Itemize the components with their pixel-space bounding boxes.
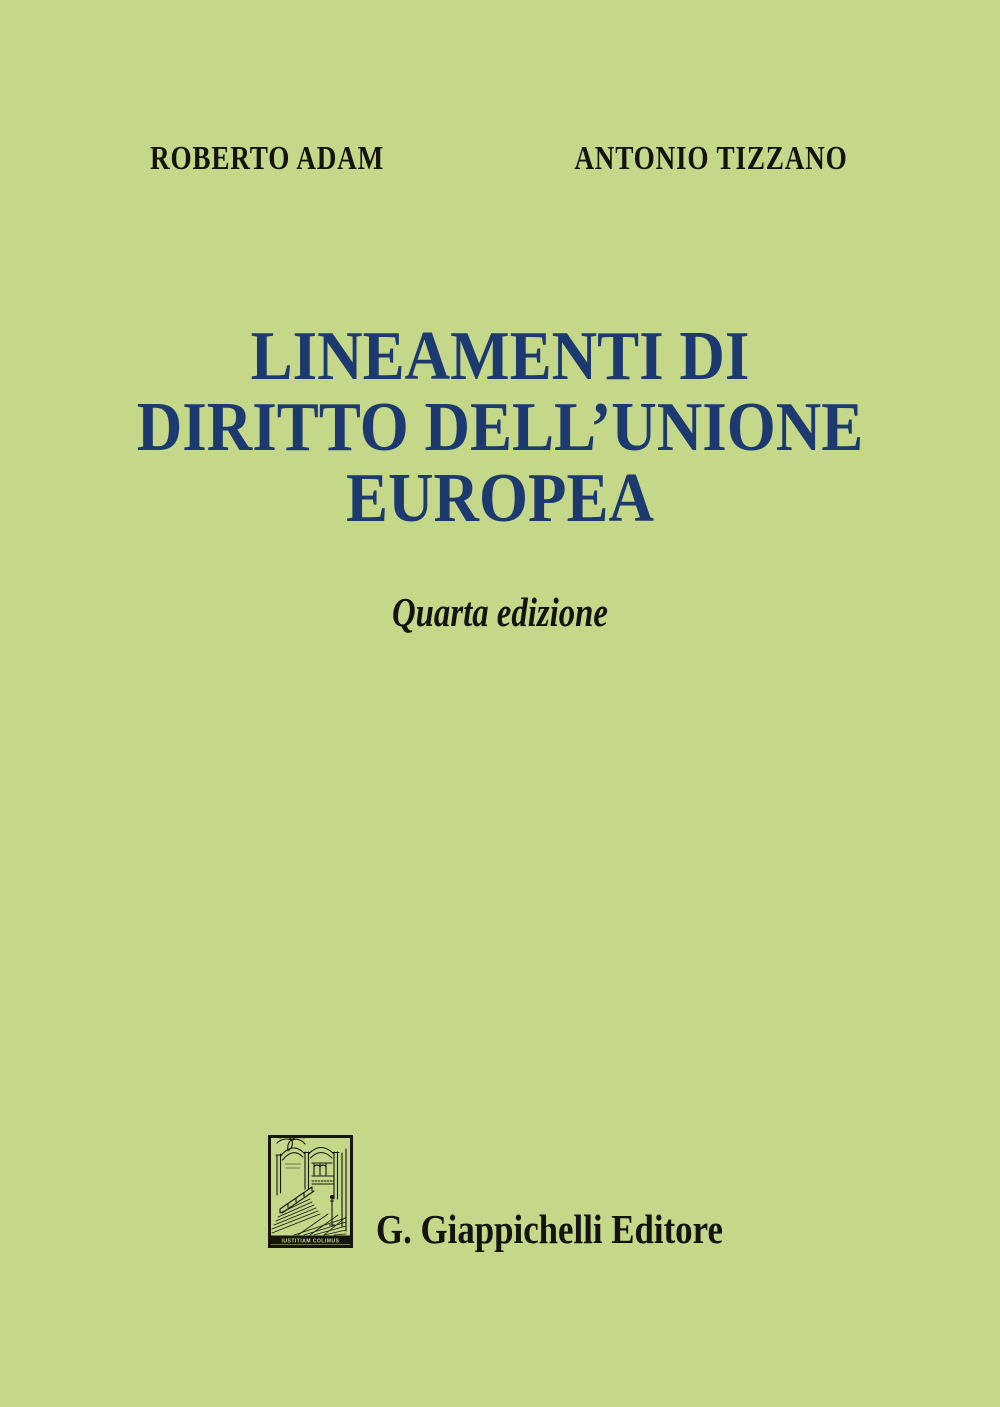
- publisher-block: [268, 1135, 784, 1252]
- author-name-2: ANTONIO TIZZANO: [574, 140, 848, 177]
- title-line-3: EUROPEA: [345, 460, 655, 537]
- giappichelli-courtyard-logo-icon: [268, 1135, 353, 1248]
- authors-row: [0, 142, 1000, 176]
- book-title: [50, 318, 950, 537]
- publisher-name: G. Giappichelli Editore: [376, 1205, 723, 1252]
- edition-label: Quarta edizione: [392, 589, 608, 635]
- logo-motto: IUSTITIAM COLIMUS: [281, 1238, 340, 1245]
- author-name-1: ROBERTO ADAM: [150, 140, 385, 177]
- title-line-2: DIRITTO DELL’UNIONE: [136, 389, 864, 466]
- title-line-1: LINEAMENTI DI: [250, 318, 750, 395]
